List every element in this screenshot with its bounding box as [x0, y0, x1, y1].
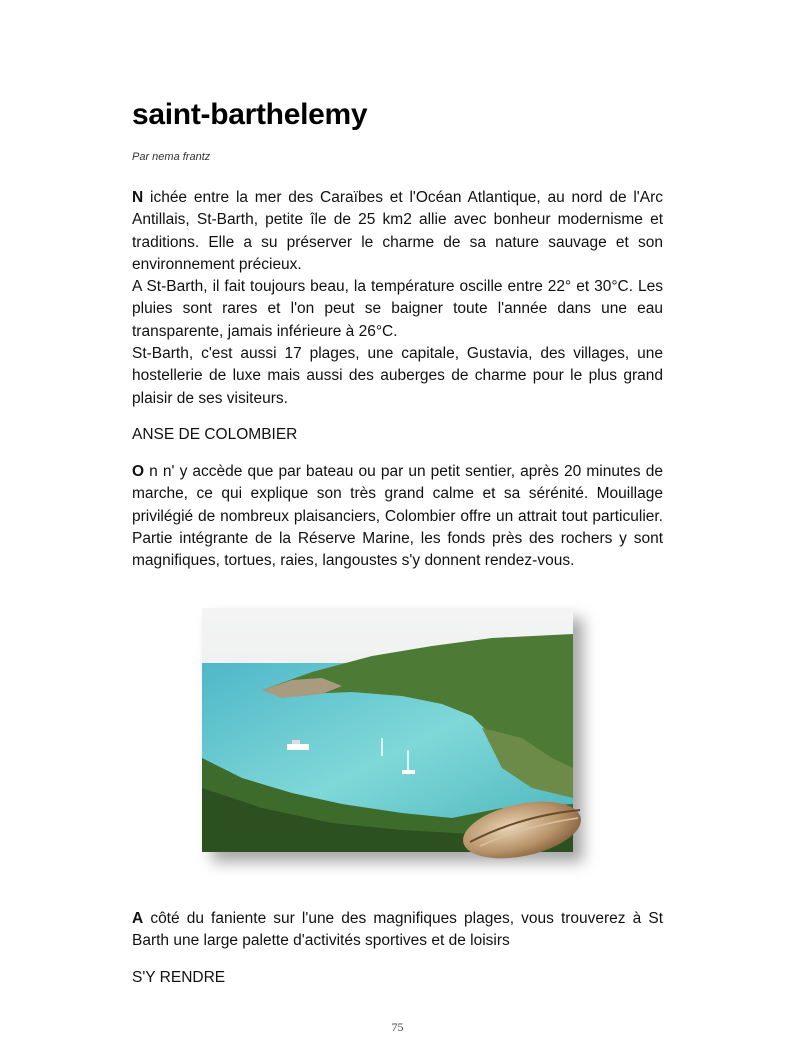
page-title: saint-barthelemy: [132, 98, 368, 131]
activities-paragraph: [132, 908, 663, 953]
section-heading-colombier: ANSE DE COLOMBIER: [132, 426, 298, 443]
highlights-text: St-Barth, c'est aussi 17 plages, une capitale, Gustavia, des villages, une hostellerie de luxe mais aussi des auberges de charme pour le plus grand plaisir de ses visiteurs.: [132, 345, 663, 407]
drop-letter: A: [132, 910, 144, 927]
activities-text: côté du faniente sur l'une des magnifiques plages, vous trouverez à St Barth une large palette d'activités sportives et de loisirs: [132, 910, 664, 950]
intro-text: [132, 187, 663, 276]
drop-letter: N: [132, 189, 144, 206]
intro-paragraph: [132, 187, 663, 410]
shell-icon: [460, 794, 590, 866]
photo-figure: [202, 608, 592, 872]
climate-text: A St-Barth, il fait toujours beau, la température oscille entre 22° et 30°C. Les pluies sont rares et l'on peut se baigner toute l'année dans une eau transparente, jamais inférieure à 26°C.: [132, 278, 663, 340]
colombier-paragraph: [132, 461, 663, 572]
drop-letter: O: [132, 463, 145, 480]
section-heading-access: S'Y RENDRE: [132, 969, 226, 986]
page-number: 75: [391, 1020, 404, 1034]
author-byline: Par nema frantz: [132, 151, 211, 163]
intro-body: ichée entre la mer des Caraïbes et l'Océan Atlantique, au nord de l'Arc Antillais, St-Barth, petite île de 25 km2 allie avec bonheur modernisme et traditions. Elle a su préserver le charme de sa nature sauvage et son environnement précieux.: [132, 189, 664, 273]
colombier-text: n n' y accède que par bateau ou par un petit sentier, après 20 minutes de marche, ce qui explique son très grand calme et sa sérénité. Mouillage privilégié de nombreux plaisanciers, Colombier offre un attrait tout particulier. Partie intégrante de la Réserve Marine, les fonds près des rochers y sont magnifiques, tortues, raies, langoustes s'y donnent rendez-vous.: [132, 463, 663, 570]
